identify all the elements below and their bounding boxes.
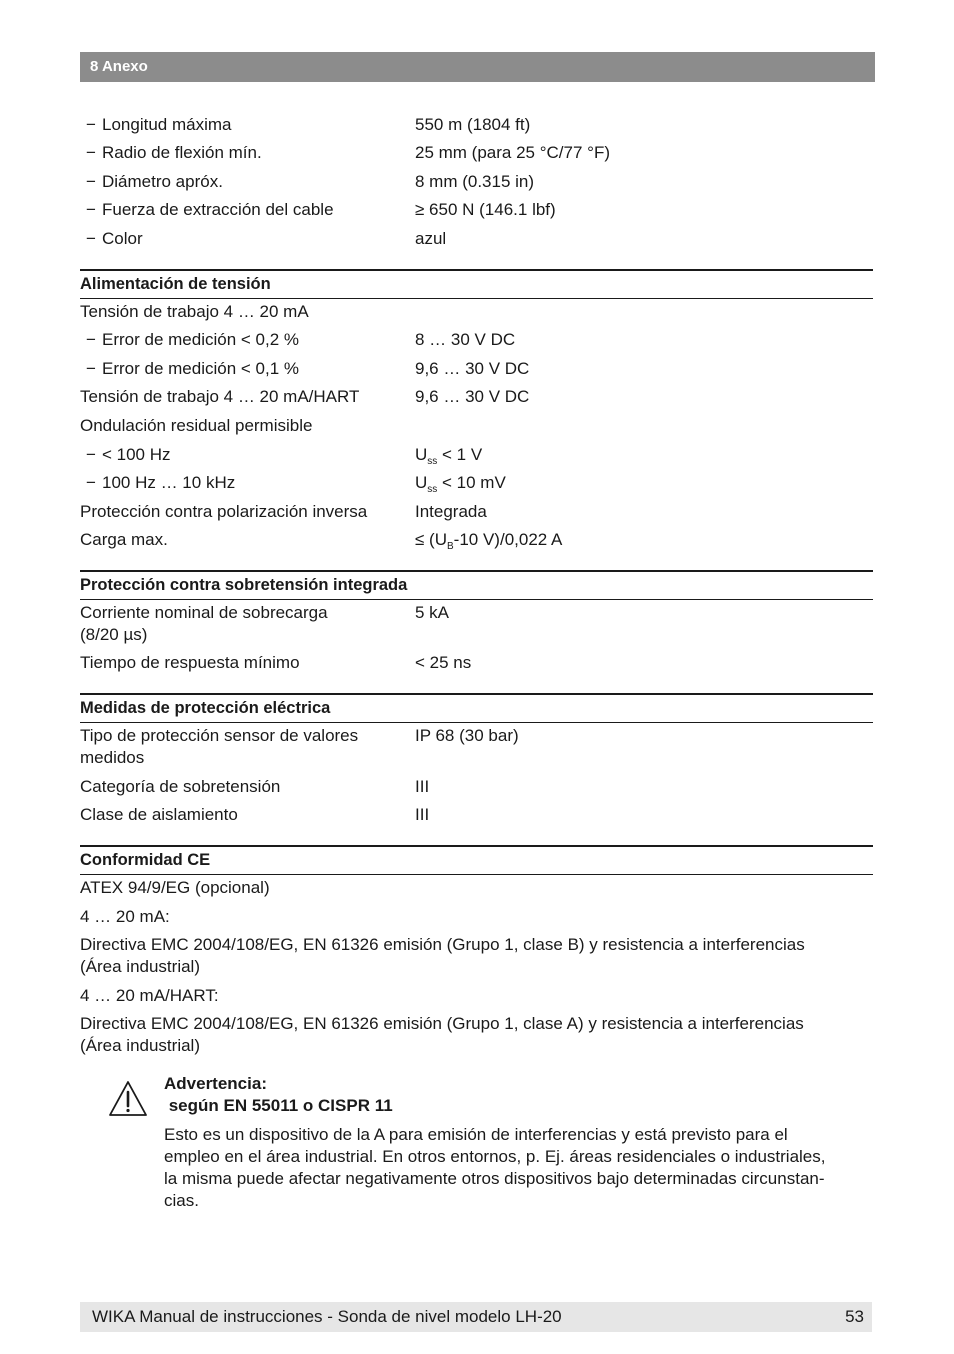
spec-value: 25 mm (para 25 °C/77 °F): [415, 143, 610, 162]
paragraph: Directiva EMC 2004/108/EG, EN 61326 emisión (Grupo 1, clase B) y resistencia a interferencias (Área industrial): [80, 935, 805, 976]
paragraph: 4 … 20 mA:: [80, 907, 170, 926]
spec-value: 550 m (1804 ft): [415, 115, 531, 134]
page-footer: [80, 1302, 872, 1332]
spec-label: Corriente nominal de sobrecarga (8/20 µs): [80, 603, 328, 644]
spec-row: [80, 776, 875, 804]
spec-label: Carga max.: [80, 530, 168, 549]
spec-label: Tensión de trabajo 4 … 20 mA: [80, 302, 309, 321]
spec-row: [80, 415, 875, 443]
spec-row: [80, 602, 875, 648]
footer-text: WIKA Manual de instrucciones - Sonda de nivel modelo LH-20: [92, 1307, 562, 1326]
spec-label: − Fuerza de extracción del cable: [80, 199, 400, 221]
spec-row: [80, 472, 875, 500]
spec-value: < 25 ns: [415, 653, 472, 672]
spec-value: Integrada: [415, 502, 487, 521]
section-heading-text: Medidas de protección eléctrica: [80, 699, 331, 717]
spec-value: IP 68 (30 bar): [415, 726, 519, 745]
spec-value: azul: [415, 229, 447, 248]
spec-value: 9,6 … 30 V DC: [415, 359, 530, 378]
spec-value: ≥ 650 N (146.1 lbf): [415, 200, 556, 219]
spec-label: − Radio de flexión mín.: [80, 142, 400, 164]
spec-row: [80, 501, 875, 529]
paragraph: 4 … 20 mA/HART:: [80, 986, 219, 1005]
spec-label: − Diámetro apróx.: [80, 171, 400, 193]
section-heading-text: Alimentación de tensión: [80, 275, 271, 293]
section-heading-electrical: [80, 693, 873, 723]
spec-label: Protección contra polarización inversa: [80, 502, 368, 521]
spec-row: [80, 444, 875, 472]
warning-title: Advertencia:: [164, 1074, 267, 1093]
spec-row: [80, 142, 875, 170]
spec-row: [80, 652, 875, 680]
spec-row: [80, 199, 875, 227]
spec-row: [80, 358, 875, 386]
section-heading-surge: [80, 570, 873, 600]
spec-label: Clase de aislamiento: [80, 805, 238, 824]
spec-label: − Color: [80, 228, 400, 250]
spec-label: − < 100 Hz: [80, 444, 400, 466]
warning-body: Esto es un dispositivo de la A para emisión de interferencias y está previsto para el empleo en el área industrial. En otros entornos, p. Ej. áreas residenciales o industriales, la misma puede afectar negativamente otros dispositivos bajo determinadas circunstan- cias.: [164, 1125, 826, 1210]
section-header-bar: [80, 52, 875, 82]
spec-row: [80, 301, 875, 329]
spec-row: [80, 329, 875, 357]
spec-value: III: [415, 777, 430, 796]
page-number: 53: [845, 1307, 864, 1326]
spec-value: 5 kA: [415, 603, 450, 622]
warning-triangle-icon: [108, 1080, 148, 1118]
spec-row: [80, 228, 875, 256]
spec-row: [80, 725, 875, 771]
spec-value: ≤ ($U_B-10$ V)/0,022 A: [415, 530, 563, 552]
spec-value: 9,6 … 30 V DC: [415, 387, 530, 406]
section-heading-ce: [80, 845, 873, 875]
spec-value: III: [415, 805, 430, 824]
warning-subtitle: según EN 55011 o CISPR 11: [164, 1096, 393, 1115]
spec-label: − Longitud máxima: [80, 114, 400, 136]
spec-value: $U_{ss} < 1$ V: [415, 445, 483, 467]
spec-row: [80, 386, 875, 414]
paragraph: Directiva EMC 2004/108/EG, EN 61326 emisión (Grupo 1, clase A) y resistencia a interferencias (Área industrial): [80, 1014, 804, 1055]
section-title: 8 Anexo: [90, 58, 148, 75]
paragraph: ATEX 94/9/EG (opcional): [80, 878, 270, 897]
spec-label: − 100 Hz … 10 kHz: [80, 472, 400, 494]
section-heading-text: Protección contra sobretensión integrada: [80, 576, 408, 594]
spec-label: Tiempo de respuesta mínimo: [80, 653, 300, 672]
spec-value: $U_{ss} < 10$ mV: [415, 473, 506, 495]
spec-label: − Error de medición < 0,1 %: [80, 358, 400, 380]
spec-label: Ondulación residual permisible: [80, 416, 313, 435]
spec-label: Tensión de trabajo 4 … 20 mA/HART: [80, 387, 360, 406]
section-heading-power: [80, 269, 873, 299]
spec-row: [80, 114, 875, 142]
spec-row: [80, 171, 875, 199]
spec-row: [80, 529, 875, 557]
spec-label: Categoría de sobretensión: [80, 777, 281, 796]
spec-label: Tipo de protección sensor de valores medidos: [80, 726, 359, 767]
section-heading-text: Conformidad CE: [80, 851, 211, 869]
spec-label: − Error de medición < 0,2 %: [80, 329, 400, 351]
spec-value: 8 mm (0.315 in): [415, 172, 535, 191]
spec-value: 8 … 30 V DC: [415, 330, 516, 349]
spec-row: [80, 804, 875, 832]
